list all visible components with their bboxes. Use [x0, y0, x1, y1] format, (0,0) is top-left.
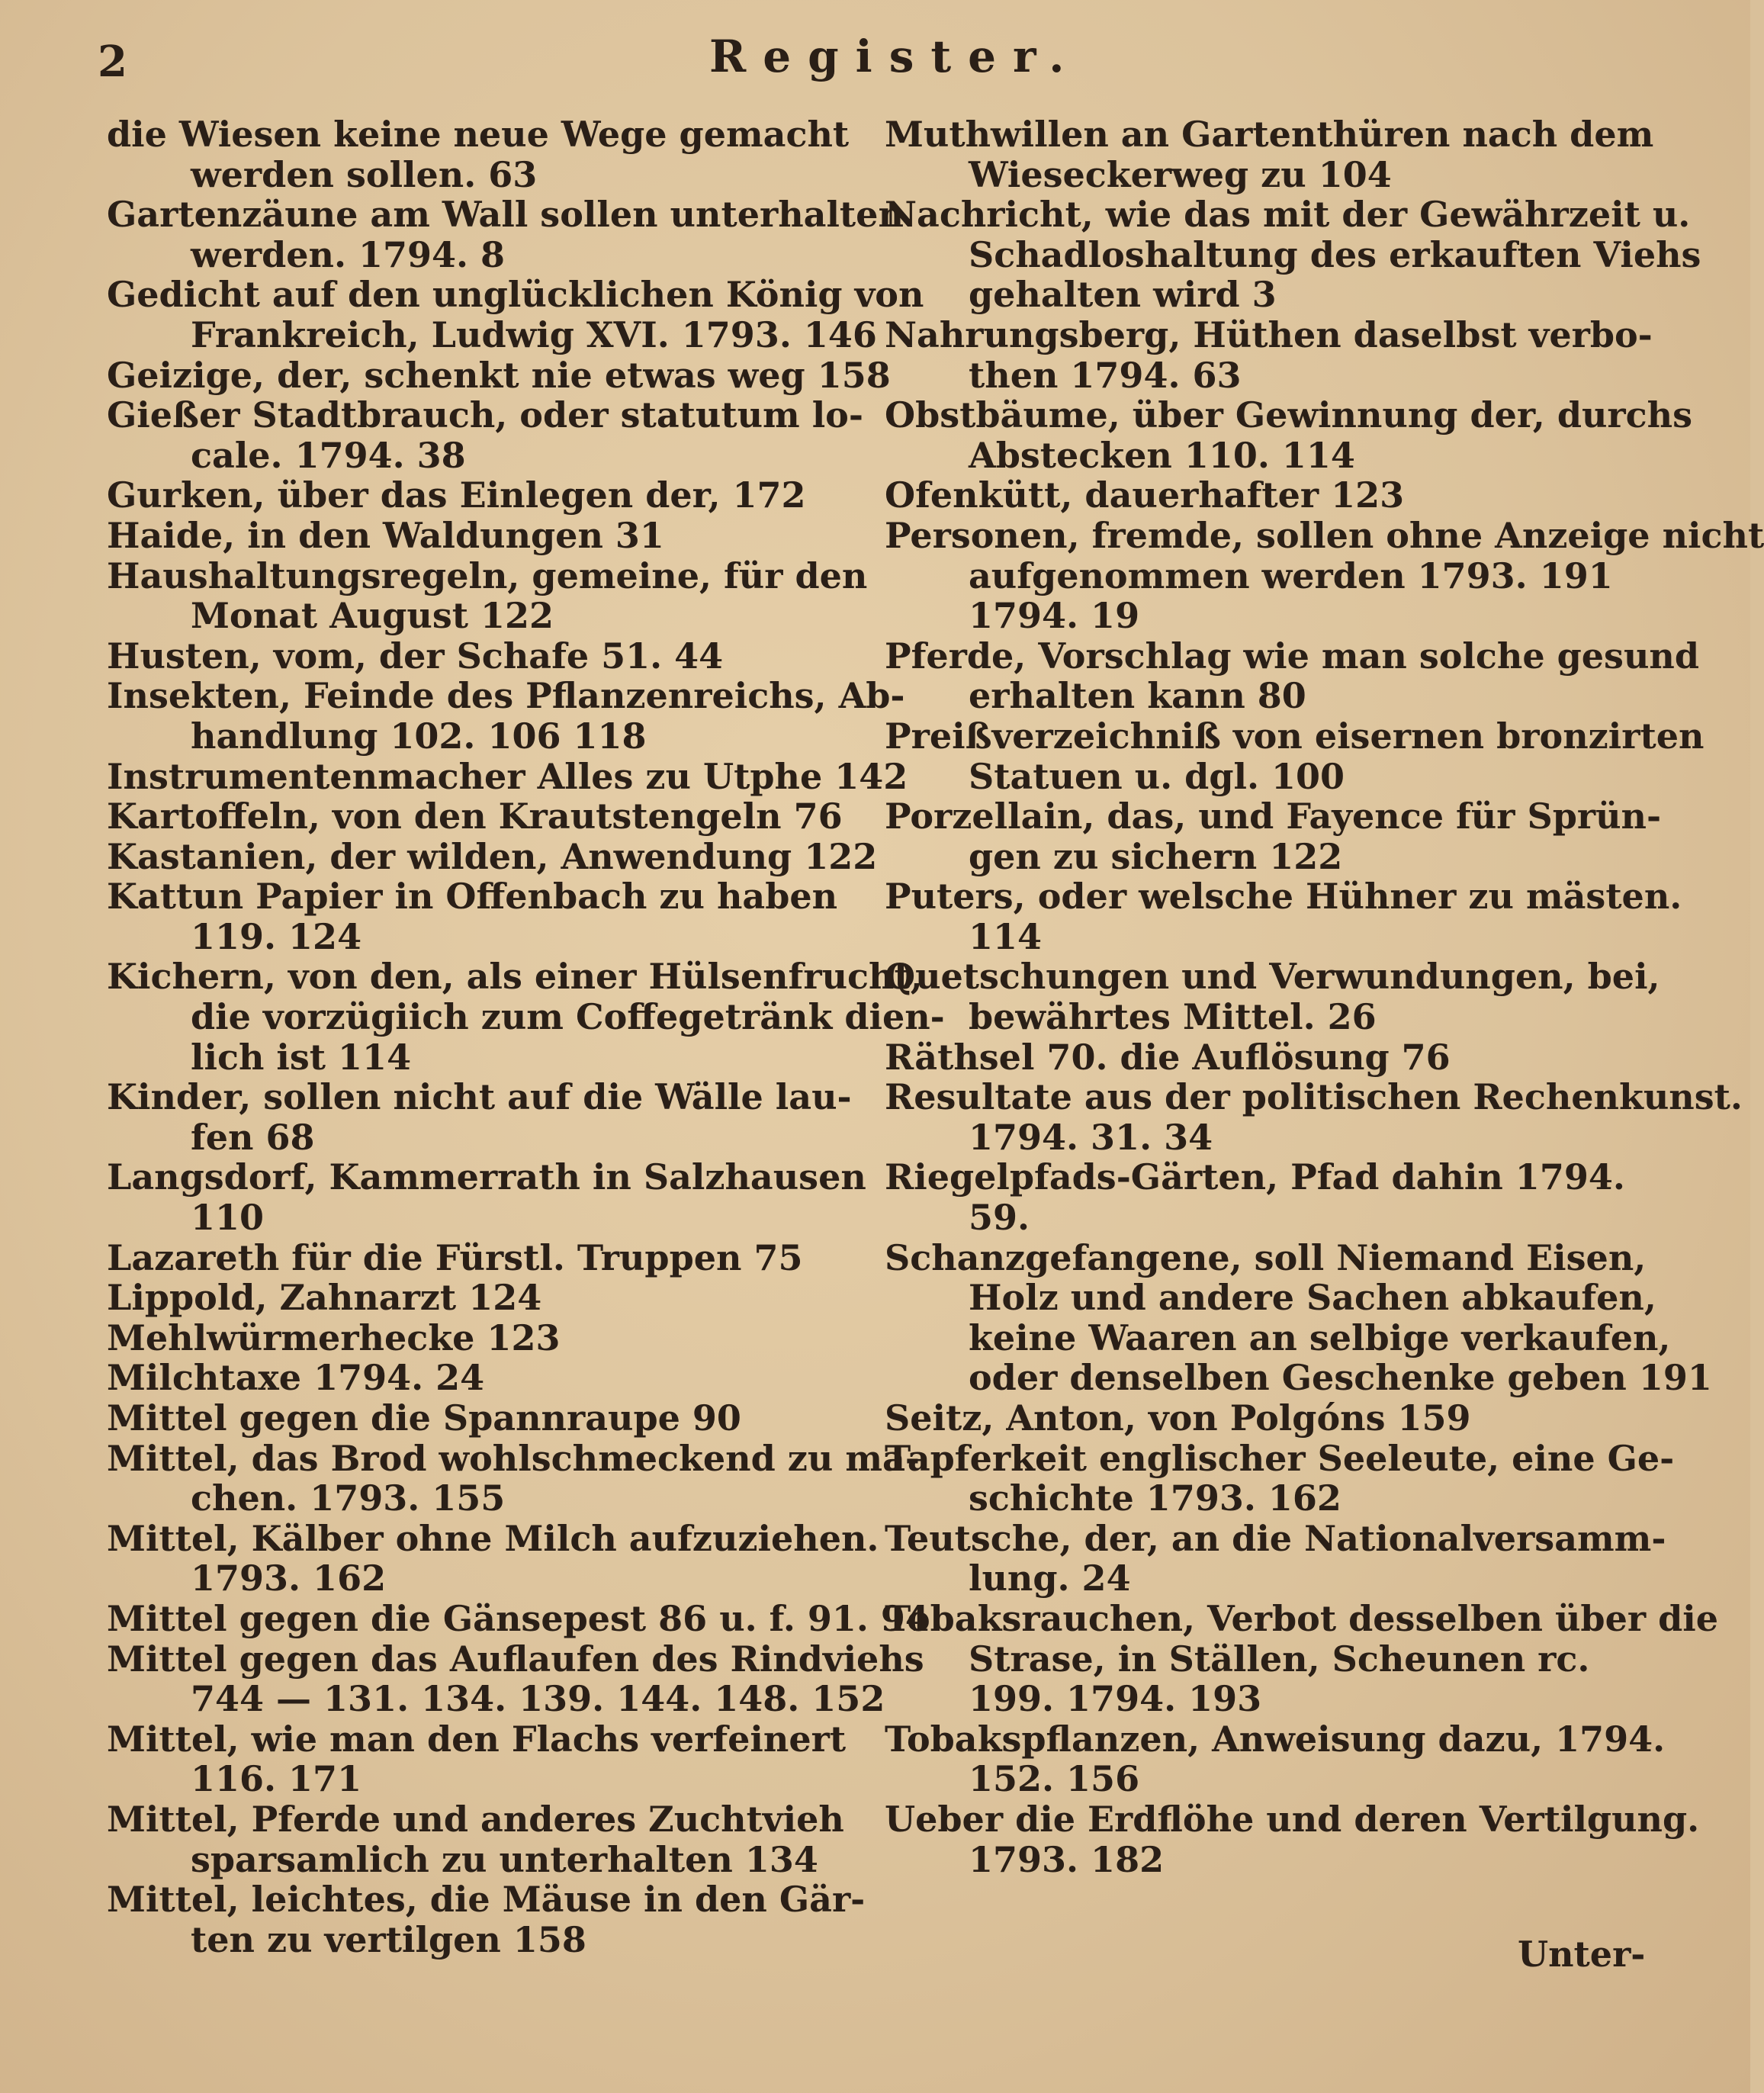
index-entry [107, 555, 868, 637]
entry-line: Mittel gegen die Gänsepest 86 u. f. 91. 94 [107, 1597, 930, 1639]
entry-continuation-line: werden. 1794. 8 [191, 233, 506, 275]
entry-line: Kinder, sollen nicht auf die Wälle lau- [107, 1076, 852, 1118]
entry-continuation-line: 110 [191, 1197, 265, 1239]
entry-line: Ofenkütt, dauerhafter 123 [885, 474, 1405, 516]
entry-continuation-line: 119. 124 [191, 915, 362, 957]
entry-line: Insekten, Feinde des Pflanzenreichs, Ab- [107, 675, 905, 717]
entry-line: Teutsche, der, an die Nationalversamm- [885, 1517, 1666, 1559]
entry-line: Kastanien, der wilden, Anwendung 122 [107, 835, 878, 877]
index-entry [107, 1597, 930, 1639]
entry-line: Pferde, Vorschlag wie man solche gesund [885, 635, 1699, 677]
entry-line: Puters, oder welsche Hühner zu mästen. [885, 876, 1682, 918]
entry-continuation-line: schichte 1793. 162 [969, 1477, 1341, 1519]
entry-continuation-line: Monat August 122 [191, 595, 554, 637]
entry-continuation-line: 152. 156 [969, 1758, 1140, 1800]
index-entry [107, 1077, 850, 1157]
entry-line: Gedicht auf den unglücklichen König von [107, 274, 924, 316]
entry-continuation-line: bewährtes Mittel. 26 [969, 996, 1377, 1038]
entry-line: Tobakspflanzen, Anweisung dazu, 1794. [885, 1718, 1666, 1760]
index-entry [885, 1236, 1712, 1399]
index-entry [107, 1398, 850, 1439]
entry-continuation-line: die vorzügiich zum Coffegetränk dien- [191, 996, 945, 1038]
entry-line: Muthwillen an Gartenthüren nach dem [885, 114, 1654, 155]
index-entry [885, 1076, 1743, 1158]
index-entry [107, 1238, 850, 1278]
entry-line: Mittel, Pferde und anderes Zuchtvieh [107, 1798, 844, 1840]
entry-line: Nahrungsberg, Hüthen daselbst verbo- [885, 313, 1653, 355]
index-entry [107, 354, 891, 396]
entry-continuation-line: Frankreich, Ludwig XVI. 1793. 146 [191, 313, 877, 355]
entry-line: Kattun Papier in Offenbach zu haben [107, 876, 838, 918]
entry-continuation-line: 199. 1794. 193 [969, 1678, 1262, 1720]
entry-line: Mittel gegen die Spannraupe 90 [107, 1397, 741, 1439]
index-entry [107, 516, 850, 556]
entry-continuation-line: keine Waaren an selbige verkaufen, [969, 1317, 1671, 1358]
entry-continuation-line: 114 [969, 915, 1043, 957]
index-entry [107, 835, 878, 877]
entry-continuation-line: 59. [969, 1197, 1030, 1239]
index-entry [107, 1719, 850, 1799]
index-entry [885, 1517, 1666, 1599]
index-column-right [885, 114, 1764, 1880]
entry-line: Kichern, von den, als einer Hülsenfrucht, [107, 956, 923, 998]
index-entry [885, 1597, 1719, 1720]
entry-line: Riegelpfads-Gärten, Pfad dahin 1794. [885, 1156, 1625, 1198]
entry-continuation-line: Statuen u. dgl. 100 [969, 755, 1345, 797]
entry-continuation-line: gen zu sichern 122 [969, 835, 1343, 877]
entry-line: Lazareth für die Fürstl. Truppen 75 [107, 1236, 803, 1278]
index-entry [885, 1798, 1700, 1880]
entry-continuation-line: handlung 102. 106 118 [191, 715, 647, 757]
entry-line: Mittel, wie man den Flachs verfeinert [107, 1718, 847, 1760]
entry-continuation-line: Wieseckerweg zu 104 [969, 153, 1392, 195]
entry-line: Haushaltungsregeln, gemeine, für den [107, 555, 868, 596]
entry-continuation-line: 1793. 162 [191, 1558, 387, 1599]
entry-line: Haide, in den Waldungen 31 [107, 514, 664, 556]
index-entry [107, 1358, 850, 1398]
index-entry [885, 1157, 1628, 1237]
index-entry [885, 194, 1701, 316]
entry-continuation-line: aufgenommen werden 1793. 191 [969, 555, 1613, 596]
index-entry [885, 1718, 1666, 1800]
entry-line: Resultate aus der politischen Rechenkunst. [885, 1076, 1743, 1118]
entry-line: Personen, fremde, sollen ohne Anzeige nicht [885, 514, 1764, 556]
index-entry [885, 956, 1660, 1038]
index-entry [107, 1318, 850, 1358]
entry-line: Mittel gegen das Auflaufen des Rindviehs [107, 1638, 924, 1680]
index-entry [885, 1398, 1628, 1439]
entry-continuation-line: Strase, in Ställen, Scheunen rc. [969, 1638, 1590, 1680]
running-head: Register. [709, 31, 1081, 82]
index-entry [107, 796, 850, 837]
index-entry [885, 876, 1682, 957]
entry-continuation-line: chen. 1793. 155 [191, 1477, 506, 1519]
index-entry [885, 635, 1699, 717]
entry-continuation-line: Schadloshaltung des erkauften Viehs [969, 233, 1701, 275]
entry-line: Preißverzeichniß von eisernen bronzirten [885, 715, 1705, 757]
index-entry [107, 1638, 924, 1720]
entry-line: Porzellain, das, und Fayence für Sprün- [885, 796, 1662, 838]
entry-line: Ueber die Erdflöhe und deren Vertilgung. [885, 1798, 1700, 1840]
index-entry [885, 475, 1628, 516]
entry-line: Tapferkeit englischer Seeleute, eine Ge- [885, 1437, 1675, 1479]
entry-line: Mehlwürmerhecke 123 [107, 1317, 561, 1358]
entry-continuation-line: ten zu vertilgen 158 [191, 1918, 586, 1960]
index-entry [107, 1517, 879, 1599]
entry-line: Lippold, Zahnarzt 124 [107, 1277, 542, 1319]
index-entry [107, 1278, 850, 1318]
index-entry [107, 475, 850, 516]
index-entry [885, 394, 1693, 476]
entry-continuation-line: Abstecken 110. 114 [969, 434, 1355, 476]
index-entry [107, 394, 863, 476]
entry-continuation-line: lich ist 114 [191, 1036, 412, 1078]
entry-line: Milchtaxe 1794. 24 [107, 1357, 485, 1399]
entry-line: Räthsel 70. die Auflösung 76 [885, 1036, 1451, 1078]
entry-continuation-line: 1794. 31. 34 [969, 1116, 1213, 1158]
entry-continuation-line: oder denselben Geschenke geben 191 [969, 1357, 1712, 1399]
index-entry [107, 114, 850, 195]
entry-line: Quetschungen und Verwundungen, bei, [885, 956, 1660, 998]
index-entry [885, 1037, 1628, 1078]
entry-line: Tobaksrauchen, Verbot desselben über die [885, 1597, 1719, 1639]
entry-line: Husten, vom, der Schafe 51. 44 [107, 635, 724, 677]
index-entry [107, 1799, 850, 1879]
entry-continuation-line: cale. 1794. 38 [191, 434, 466, 476]
entry-line: die Wiesen keine neue Wege gemacht [107, 114, 850, 155]
entry-line: Gurken, über das Einlegen der, 172 [107, 474, 806, 516]
index-entry [107, 675, 905, 757]
entry-continuation-line: werden sollen. 63 [191, 153, 538, 195]
index-entry [107, 1156, 866, 1239]
page-number: 2 [98, 37, 127, 87]
entry-continuation-line: lung. 24 [969, 1558, 1131, 1599]
index-entry [885, 114, 1654, 195]
index-entry [885, 796, 1662, 877]
index-entry [885, 514, 1764, 637]
entry-line: Nachricht, wie das mit der Gewährzeit u. [885, 194, 1691, 236]
index-entry [107, 1879, 866, 1960]
entry-line: Mittel, Kälber ohne Milch aufzuziehen. [107, 1517, 879, 1559]
entry-line: Mittel, leichtes, die Mäuse in den Gär- [107, 1879, 866, 1921]
entry-line: Obstbäume, über Gewinnung der, durchs [885, 394, 1693, 436]
index-entry [107, 636, 850, 677]
index-entry [107, 194, 904, 275]
entry-continuation-line: 744 — 131. 134. 139. 144. 148. 152 [191, 1678, 885, 1720]
entry-continuation-line: Holz und andere Sachen abkaufen, [969, 1277, 1656, 1319]
index-entry [107, 956, 945, 1078]
entry-continuation-line: fen 68 [191, 1116, 315, 1158]
entry-line: Geizige, der, schenkt nie etwas weg 158 [107, 354, 891, 396]
index-entry [885, 1437, 1675, 1519]
index-entry [107, 274, 924, 355]
entry-line: Gießer Stadtbrauch, oder statutum lo- [107, 394, 863, 436]
index-entry [107, 755, 908, 797]
entry-continuation-line: 116. 171 [191, 1758, 362, 1800]
index-entry [885, 715, 1705, 797]
entry-continuation-line: erhalten kann 80 [969, 675, 1306, 717]
entry-line: Mittel, das Brod wohlschmeckend zu ma- [107, 1437, 920, 1479]
index-entry [107, 1437, 920, 1519]
entry-continuation-line: then 1794. 63 [969, 354, 1242, 396]
entry-continuation-line: 1794. 19 [969, 595, 1140, 637]
entry-continuation-line: gehalten wird 3 [969, 274, 1277, 316]
entry-line: Schanzgefangene, soll Niemand Eisen, [885, 1236, 1647, 1278]
entry-line: Seitz, Anton, von Polgóns 159 [885, 1397, 1471, 1439]
index-column-left [107, 114, 945, 1960]
entry-line: Langsdorf, Kammerrath in Salzhausen [107, 1156, 866, 1198]
index-entry [885, 313, 1653, 396]
entry-continuation-line: sparsamlich zu unterhalten 134 [191, 1838, 818, 1880]
entry-line: Gartenzäune am Wall sollen unterhalten [107, 194, 904, 236]
entry-line: Kartoffeln, von den Krautstengeln 76 [107, 796, 843, 838]
entry-line: Instrumentenmacher Alles zu Utphe 142 [107, 755, 908, 797]
catchword: Unter- [1518, 1934, 1646, 1975]
index-entry [107, 876, 850, 956]
entry-continuation-line: 1793. 182 [969, 1838, 1165, 1880]
